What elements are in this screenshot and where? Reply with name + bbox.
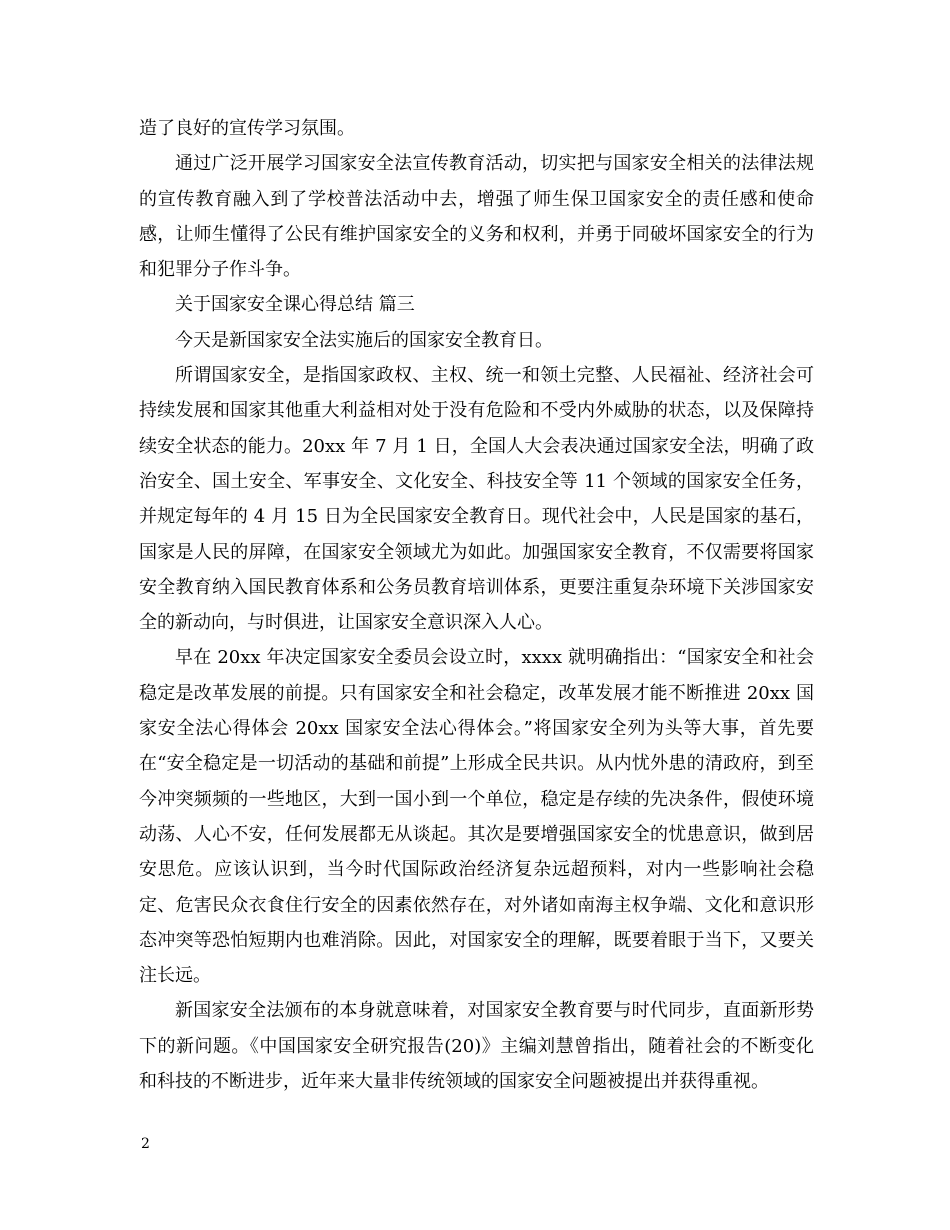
paragraph: 造了良好的宣传学习氛围。 [139, 118, 355, 139]
paragraph: 所谓国家安全，是指国家政权、主权、统一和领土完整、人民福祉、经济社会可持续发展和国家其他重大利益相对处于没有危险和不受内外威胁的状态，以及保障持续安全状态的能力。20xx 年 7 月 1 日，全国人大会表决通过国家安全法，明确了政治安全、国土安全、军事安全、文化安全、科技安全等 11 个领域的国家安全任务，并规定每年的 4 月 15 日为全民国家安全教育日。现代社会中，人民是国家的基石，国家是人民的屏障，在国家安全领域尤为如此。加强国家安全教育，不仅需要将国家安全教育纳入国民教育体系和公务员教育培训体系，更要注重复杂环境下关涉国家安全的新动向，与时俱进，让国家安全意识深入人心。 [139, 365, 814, 634]
paragraph: 新国家安全法颁布的本身就意味着，对国家安全教育要与时代同步，直面新形势下的新问题。《中国国家安全研究报告(20)》主编刘慧曾指出，随着社会的不断变化和科技的不断进步，近年来大量非传统领域的国家安全问题被提出并获得重视。 [139, 1000, 814, 1093]
paragraph: 今天是新国家安全法实施后的国家安全教育日。 [175, 329, 553, 351]
section-heading: 关于国家安全课心得总结 篇三 [175, 294, 415, 316]
document-body [139, 111, 814, 1099]
paragraph: 早在 20xx 年决定国家安全委员会设立时，xxxx 就明确指出：“国家安全和社会稳定是改革发展的前提。只有国家安全和社会稳定，改革发展才能不断推进 20xx 国家安全法心得体会 20xx 国家安全法心得体会。”将国家安全列为头等大事，首先要在“安全稳定是一切活动的基础和前提”上形成全民共识。从内忧外患的清政府，到至今冲突频频的一些地区，大到一国小到一个单位，稳定是存续的先决条件，假使环境动荡、人心不安，任何发展都无从谈起。其次是要增强国家安全的忧患意识，做到居安思危。应该认识到，当今时代国际政治经济复杂远超预料，对内一些影响社会稳定、危害民众衣食住行安全的因素依然存在，对外诸如南海主权争端、文化和意识形态冲突等恐怕短期内也难消除。因此，对国家安全的理解，既要着眼于当下，又要关注长远。 [139, 647, 814, 987]
paragraph: 通过广泛开展学习国家安全法宣传教育活动，切实把与国家安全相关的法律法规的宣传教育融入到了学校普法活动中去，增强了师生保卫国家安全的责任感和使命感，让师生懂得了公民有维护国家安全的义务和权利，并勇于同破坏国家安全的行为和犯罪分子作斗争。 [139, 153, 814, 281]
page-number: 2 [141, 1136, 150, 1152]
